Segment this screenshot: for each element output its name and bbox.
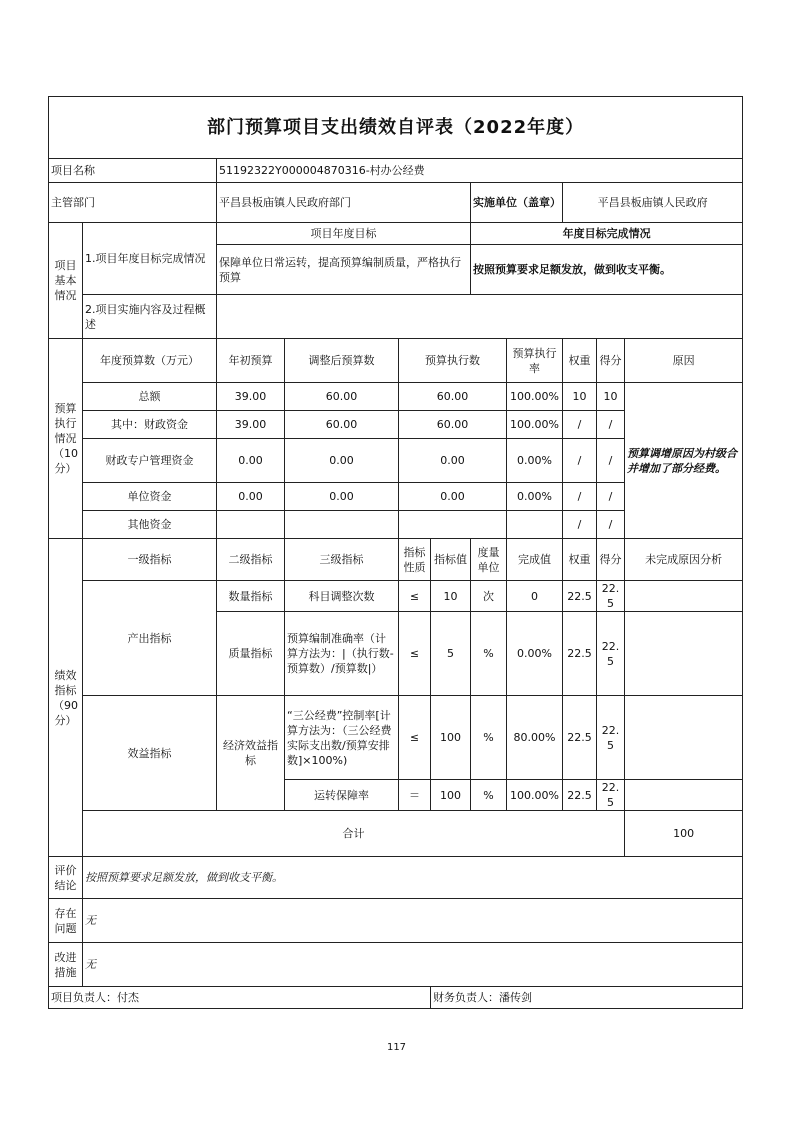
- level1-header: 一级指标: [83, 539, 217, 581]
- budget-row-rate: 0.00%: [507, 483, 563, 511]
- budget-row-adjusted: 60.00: [285, 411, 399, 439]
- indicator-value-header: 指标值: [431, 539, 471, 581]
- budget-row-score: 10: [597, 383, 625, 411]
- indicator-analysis: [625, 780, 743, 811]
- indicator-score: 22.5: [597, 612, 625, 696]
- budget-row-initial: 39.00: [217, 411, 285, 439]
- measures-label: 改进措施: [49, 943, 83, 987]
- indicator-weight: 22.5: [563, 581, 597, 612]
- department-label: 主管部门: [49, 183, 217, 223]
- budget-row-executed: 0.00: [399, 483, 507, 511]
- project-name-label: 项目名称: [49, 159, 217, 183]
- annual-goal-header: 项目年度目标: [217, 223, 471, 245]
- indicator-nature: ≤: [399, 696, 431, 780]
- budget-reason-text: 预算调增原因为村级合并增加了部分经费。: [625, 383, 743, 539]
- conclusion-label: 评价结论: [49, 857, 83, 899]
- budget-row-initial: 0.00: [217, 439, 285, 483]
- budget-score-header: 得分: [597, 339, 625, 383]
- department-value: 平昌县板庙镇人民政府部门: [217, 183, 471, 223]
- level3-header: 三级指标: [285, 539, 399, 581]
- indicator-completed: 0: [507, 581, 563, 612]
- self-evaluation-table: [48, 96, 743, 1009]
- indicator-completed: 0.00%: [507, 612, 563, 696]
- indicator-unit: %: [471, 612, 507, 696]
- indicator-analysis: [625, 581, 743, 612]
- annual-budget-header: 年度预算数（万元）: [83, 339, 217, 383]
- project-lead: 项目负责人：付杰: [49, 987, 431, 1009]
- budget-row-weight: /: [563, 511, 597, 539]
- implementation-label: 2.项目实施内容及过程概述: [83, 295, 217, 339]
- budget-row-score: /: [597, 411, 625, 439]
- budget-row-adjusted: 0.00: [285, 483, 399, 511]
- indicator-completed: 80.00%: [507, 696, 563, 780]
- budget-row-adjusted: 0.00: [285, 439, 399, 483]
- output-indicator-label: 产出指标: [83, 581, 217, 696]
- performance-label: 绩效指标（90分）: [49, 539, 83, 857]
- indicator-nature: ≤: [399, 612, 431, 696]
- indicator-level3: “三公经费”控制率[计算方法为：（三公经费实际支出数/预算安排数]×100%): [285, 696, 399, 780]
- indicator-completed: 100.00%: [507, 780, 563, 811]
- implementation-text: [217, 295, 743, 339]
- budget-row-label: 总额: [83, 383, 217, 411]
- total-weight: 100: [625, 811, 743, 857]
- budget-row-adjusted: 60.00: [285, 383, 399, 411]
- budget-row-label: 财政专户管理资金: [83, 439, 217, 483]
- indicator-weight-header: 权重: [563, 539, 597, 581]
- goal-completion-label: 1.项目年度目标完成情况: [83, 223, 217, 295]
- budget-execution-label: 预算执行情况（10分）: [49, 339, 83, 539]
- level2-header: 二级指标: [217, 539, 285, 581]
- adjusted-budget-header: 调整后预算数: [285, 339, 399, 383]
- page-title: 部门预算项目支出绩效自评表（2022年度）: [49, 97, 743, 159]
- implementing-unit-label: 实施单位（盖章）: [471, 183, 563, 223]
- measures-text: 无: [83, 943, 743, 987]
- indicator-unit: 次: [471, 581, 507, 612]
- implementing-unit-value: 平昌县板庙镇人民政府: [563, 183, 743, 223]
- indicator-nature: ≤: [399, 581, 431, 612]
- budget-row-label: 其他资金: [83, 511, 217, 539]
- annual-goal-text: 保障单位日常运转，提高预算编制质量，严格执行预算: [217, 245, 471, 295]
- indicator-level3: 运转保障率: [285, 780, 399, 811]
- budget-row-executed: [399, 511, 507, 539]
- indicator-unit: %: [471, 696, 507, 780]
- budget-row-executed: 60.00: [399, 411, 507, 439]
- analysis-header: 未完成原因分析: [625, 539, 743, 581]
- budget-row-adjusted: [285, 511, 399, 539]
- initial-budget-header: 年初预算: [217, 339, 285, 383]
- goal-completion-text: 按照预算要求足额发放，做到收支平衡。: [471, 245, 743, 295]
- indicator-score: 22.5: [597, 696, 625, 780]
- budget-row-rate: 0.00%: [507, 439, 563, 483]
- budget-row-score: /: [597, 511, 625, 539]
- indicator-level3: 预算编制准确率（计算方法为：|（执行数-预算数）/预算数|）: [285, 612, 399, 696]
- indicator-score: 22.5: [597, 581, 625, 612]
- completed-value-header: 完成值: [507, 539, 563, 581]
- indicator-weight: 22.5: [563, 612, 597, 696]
- indicator-value: 10: [431, 581, 471, 612]
- issues-text: 无: [83, 899, 743, 943]
- budget-row-score: /: [597, 483, 625, 511]
- project-name-value: 51192322Y000004870316-村办公经费: [217, 159, 743, 183]
- indicator-analysis: [625, 696, 743, 780]
- budget-row-executed: 0.00: [399, 439, 507, 483]
- budget-row-initial: 0.00: [217, 483, 285, 511]
- indicator-level2: 数量指标: [217, 581, 285, 612]
- finance-lead: 财务负责人：潘传剑: [431, 987, 743, 1009]
- indicator-analysis: [625, 612, 743, 696]
- indicator-level2: 质量指标: [217, 612, 285, 696]
- page-number: 117: [386, 1042, 407, 1053]
- indicator-score: 22.5: [597, 780, 625, 811]
- goal-completion-header: 年度目标完成情况: [471, 223, 743, 245]
- indicator-nature: ＝: [399, 780, 431, 811]
- budget-row-rate: 100.00%: [507, 383, 563, 411]
- budget-row-weight: 10: [563, 383, 597, 411]
- unit-header: 度量单位: [471, 539, 507, 581]
- budget-row-weight: /: [563, 411, 597, 439]
- indicator-value: 5: [431, 612, 471, 696]
- budget-row-label: 其中：财政资金: [83, 411, 217, 439]
- budget-row-label: 单位资金: [83, 483, 217, 511]
- reason-header: 原因: [625, 339, 743, 383]
- budget-row-initial: 39.00: [217, 383, 285, 411]
- issues-label: 存在问题: [49, 899, 83, 943]
- budget-row-executed: 60.00: [399, 383, 507, 411]
- budget-row-rate: [507, 511, 563, 539]
- nature-header: 指标性质: [399, 539, 431, 581]
- budget-row-weight: /: [563, 483, 597, 511]
- budget-row-weight: /: [563, 439, 597, 483]
- execution-rate-header: 预算执行率: [507, 339, 563, 383]
- indicator-value: 100: [431, 780, 471, 811]
- total-label: 合计: [83, 811, 625, 857]
- indicator-weight: 22.5: [563, 780, 597, 811]
- budget-row-score: /: [597, 439, 625, 483]
- indicator-value: 100: [431, 696, 471, 780]
- indicator-weight: 22.5: [563, 696, 597, 780]
- conclusion-text: 按照预算要求足额发放，做到收支平衡。: [83, 857, 743, 899]
- indicator-level2: 经济效益指标: [217, 696, 285, 811]
- indicator-unit: %: [471, 780, 507, 811]
- budget-weight-header: 权重: [563, 339, 597, 383]
- executed-budget-header: 预算执行数: [399, 339, 507, 383]
- budget-row-rate: 100.00%: [507, 411, 563, 439]
- indicator-score-header: 得分: [597, 539, 625, 581]
- basic-info-label: 项目基本情况: [49, 223, 83, 339]
- benefit-indicator-label: 效益指标: [83, 696, 217, 811]
- indicator-level3: 科目调整次数: [285, 581, 399, 612]
- budget-row-initial: [217, 511, 285, 539]
